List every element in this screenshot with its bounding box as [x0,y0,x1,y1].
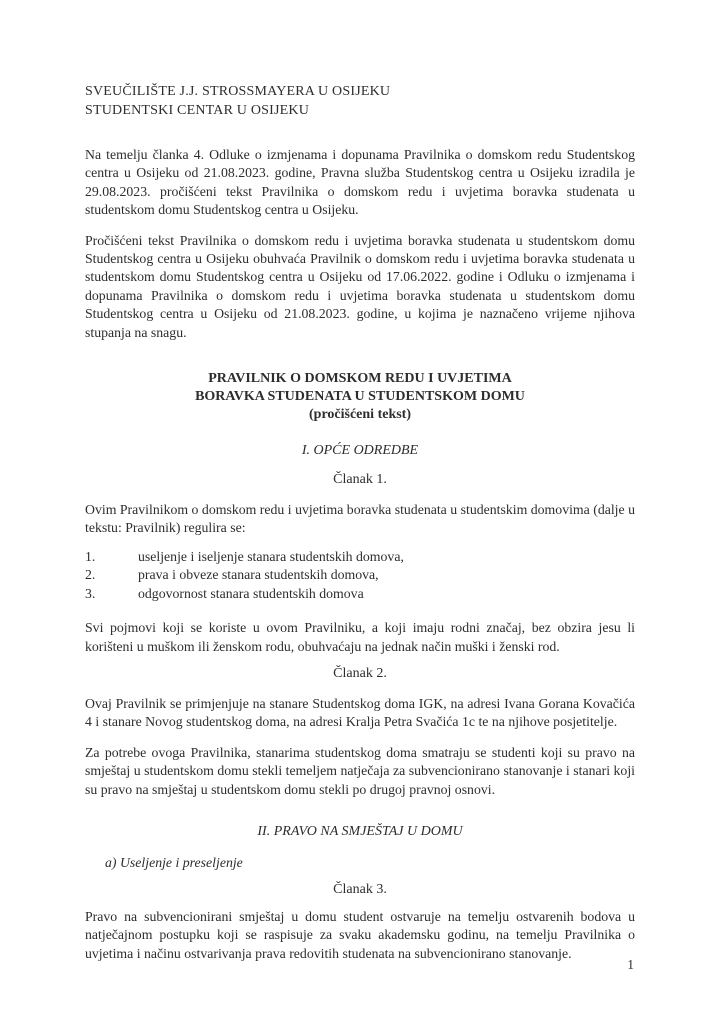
document-title-line2: BORAVKA STUDENATA U STUDENTSKOM DOMU [195,389,525,405]
page-number: 1 [627,957,634,972]
article-2-heading: Članak 2. [333,665,387,681]
article-1-intro: Ovim Pravilnikom o domskom redu i uvjetima boravka studenata u studentskim domovima (dalje u tekstu: Pravilnik) regulira se: [85,502,635,536]
document-title [85,370,635,424]
list-item-number: 1. [85,548,96,564]
list-item-text: odgovornost stanara studentskih domova [138,585,364,601]
document-title-subtitle: (pročišćeni tekst) [309,407,411,423]
article-1-list [85,548,635,603]
preamble-paragraph-2: Pročišćeni tekst Pravilnika o domskom redu i uvjetima boravka studenata u studentskom domu Studentskog centra u Osijeku obuhvaća Pravilnik o domskom redu i uvjetima boravka studenata u studentskom domu Studentskog centra u Osijeku od 17.06.2022. godine i Odluku o izmjenama i dopunama Pravilnika o domskom redu i uvjetima boravka studenata u studentskom domu Studentskog centra u Osijeku od 21.08.2023. godine, u kojima je naznačeno vrijeme njihova stupanja na snagu. [85,232,635,340]
article-3-heading: Članak 3. [333,881,387,897]
letterhead-university: SVEUČILIŠTE J.J. STROSSMAYERA U OSIJEKU [85,84,391,99]
section-1-heading: I. OPĆE ODREDBE [301,443,419,459]
section-2-subheading: a) Useljenje i preseljenje [105,854,243,870]
preamble-paragraph-1: Na temelju članka 4. Odluke o izmjenama i dopunama Pravilnika o domskom redu Studentskog centra u Osijeku od 21.08.2023. godine, Pravna služba Studentskog centra u Osijeku izradila je 29.08.2023. pročišćeni tekst Pravilnika o domskom redu i uvjetima boravka studenata u studentskom domu Studentskog centra u Osijeku. [85,147,635,218]
section-2-heading: II. PRAVO NA SMJEŠTAJ U DOMU [257,823,463,839]
article-1-paragraph-2: Svi pojmovi koji se koriste u ovom Pravilniku, a koji imaju rodni značaj, bez obzira jesu li korišteni u muškom ili ženskom rodu, obuhvaćaju na jednak način muški i ženski rod. [85,620,635,654]
letterhead-center: STUDENTSKI CENTAR U OSIJEKU [85,103,309,118]
list-item-number: 3. [85,585,96,601]
list-item-text: prava i obveze stanara studentskih domova, [138,567,379,583]
letterhead [85,82,635,120]
document-title-line1: PRAVILNIK O DOMSKOM REDU I UVJETIMA [208,371,512,387]
article-1-heading: Članak 1. [333,472,387,488]
list-item [85,585,635,603]
list-item [85,566,635,584]
article-3-paragraph-1: Pravo na subvencionirani smještaj u domu student ostvaruje na temelju ostvarenih bodova u natječajnom postupku koji se raspisuje za svaku akademsku godinu, na temelju Pravilnika o uvjetima i načinu ostvarivanja prava redovitih studenata na subvencionirano stanovanje. [85,908,635,961]
list-item [85,548,635,566]
article-2-paragraph-1: Ovaj Pravilnik se primjenjuje na stanare Studentskog doma IGK, na adresi Ivana Gorana Kovačića 4 i stanare Novog studentskog doma, na adresi Kralja Petra Svačića 1c te na njihove posjetitelje. [85,695,635,730]
list-item-number: 2. [85,567,96,583]
list-item-text: useljenje i iseljenje stanara studentskih domova, [138,548,404,564]
article-2-paragraph-2: Za potrebe ovoga Pravilnika, stanarima studentskog doma smatraju se studenti koji su pravo na smještaj u studentskom domu stekli temeljem natječaja za subvencionirano stanovanje i stanari koji su pravo na smještaj u studentskom domu stekli po drugoj pravnoj osnovi. [85,744,635,797]
